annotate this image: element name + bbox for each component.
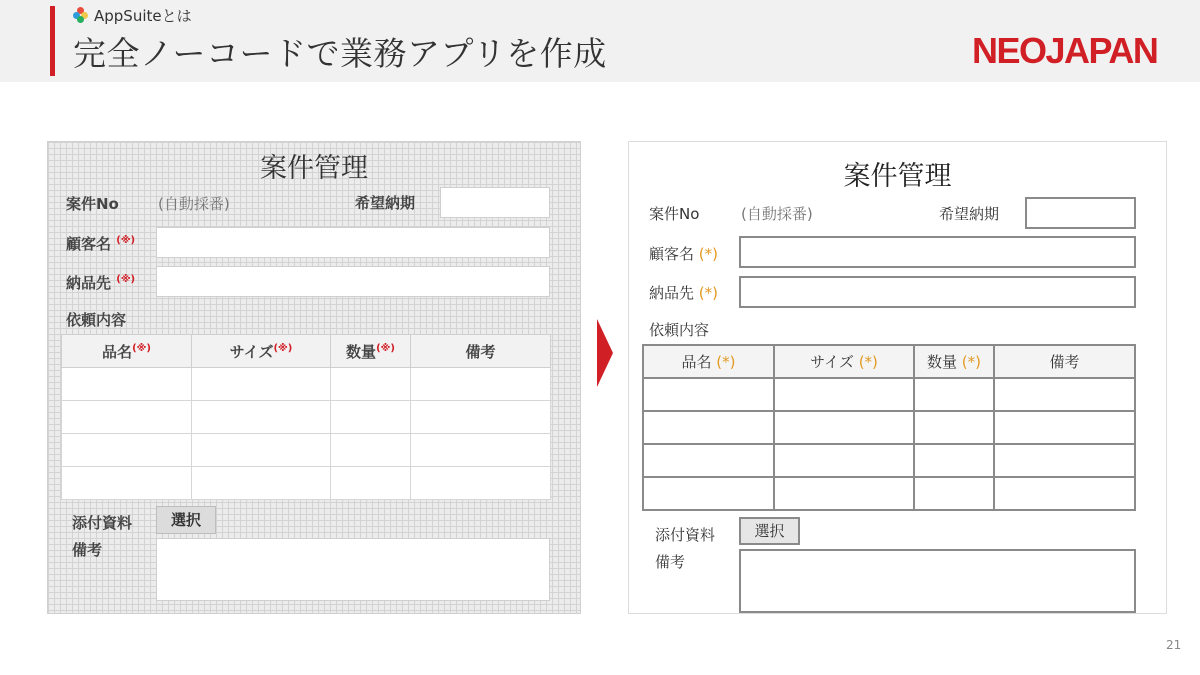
delivery-field[interactable] [156,266,550,297]
attachment-label: 添付資料 [655,526,716,544]
notes-field[interactable] [739,549,1136,613]
customer-field[interactable] [156,227,550,258]
section-kicker [73,5,192,25]
table-row [62,434,551,467]
request-table [642,344,1136,511]
notes-label: 備考 [72,541,103,559]
case-no-label: 案件No [66,195,119,213]
attachment-label: 添付資料 [72,514,133,532]
column-header: 備考 [994,345,1135,378]
table-row [643,477,1135,510]
form-title: 案件管理 [260,153,368,184]
slide-title: 完全ノーコードで業務アプリを作成 [73,34,607,73]
due-date-label: 希望納期 [939,205,1000,223]
kicker-text: AppSuiteとは [94,6,192,25]
request-table [61,334,551,500]
table-row [62,401,551,434]
notes-label: 備考 [655,553,686,571]
appsuite-logo-icon [73,7,89,23]
page-number: 21 [1166,638,1182,652]
form-design-grid [47,141,581,614]
request-label: 依頼内容 [66,311,127,329]
table-row [643,444,1135,477]
case-no-label: 案件No [649,205,700,223]
table-header-row [62,335,551,368]
delivery-field[interactable] [739,276,1136,308]
column-header: サイズ (*) [774,345,914,378]
delivery-label: 納品先 (*) [649,284,719,302]
due-date-label: 希望納期 [355,194,416,212]
table-row [62,467,551,500]
form-title: 案件管理 [843,161,952,192]
arrow-right-icon [597,319,613,387]
due-date-field[interactable] [1025,197,1136,229]
select-file-button[interactable]: 選択 [156,506,216,534]
neojapan-logo: NEOJAPAN [972,30,1158,71]
case-no-value: (自動採番) [741,205,813,223]
slide-header [0,0,1200,82]
column-header: 品名 (*) [643,345,774,378]
table-header-row [643,345,1135,378]
column-header: 品名(※) [62,335,192,368]
column-header: 数量 (*) [914,345,994,378]
customer-label: 顧客名 (※) [66,235,136,253]
select-file-button[interactable]: 選択 [739,517,800,545]
customer-field[interactable] [739,236,1136,268]
column-header: サイズ(※) [192,335,331,368]
form-preview [628,141,1167,614]
header-accent-bar [50,6,55,76]
table-row [62,368,551,401]
delivery-label: 納品先 (※) [66,274,136,292]
customer-label: 顧客名 (*) [649,245,719,263]
notes-field[interactable] [156,538,550,601]
request-label: 依頼内容 [649,321,710,339]
table-row [643,378,1135,411]
table-row [643,411,1135,444]
case-no-value: (自動採番) [158,195,230,213]
column-header: 備考 [411,335,551,368]
column-header: 数量(※) [331,335,411,368]
due-date-field[interactable] [440,187,550,218]
